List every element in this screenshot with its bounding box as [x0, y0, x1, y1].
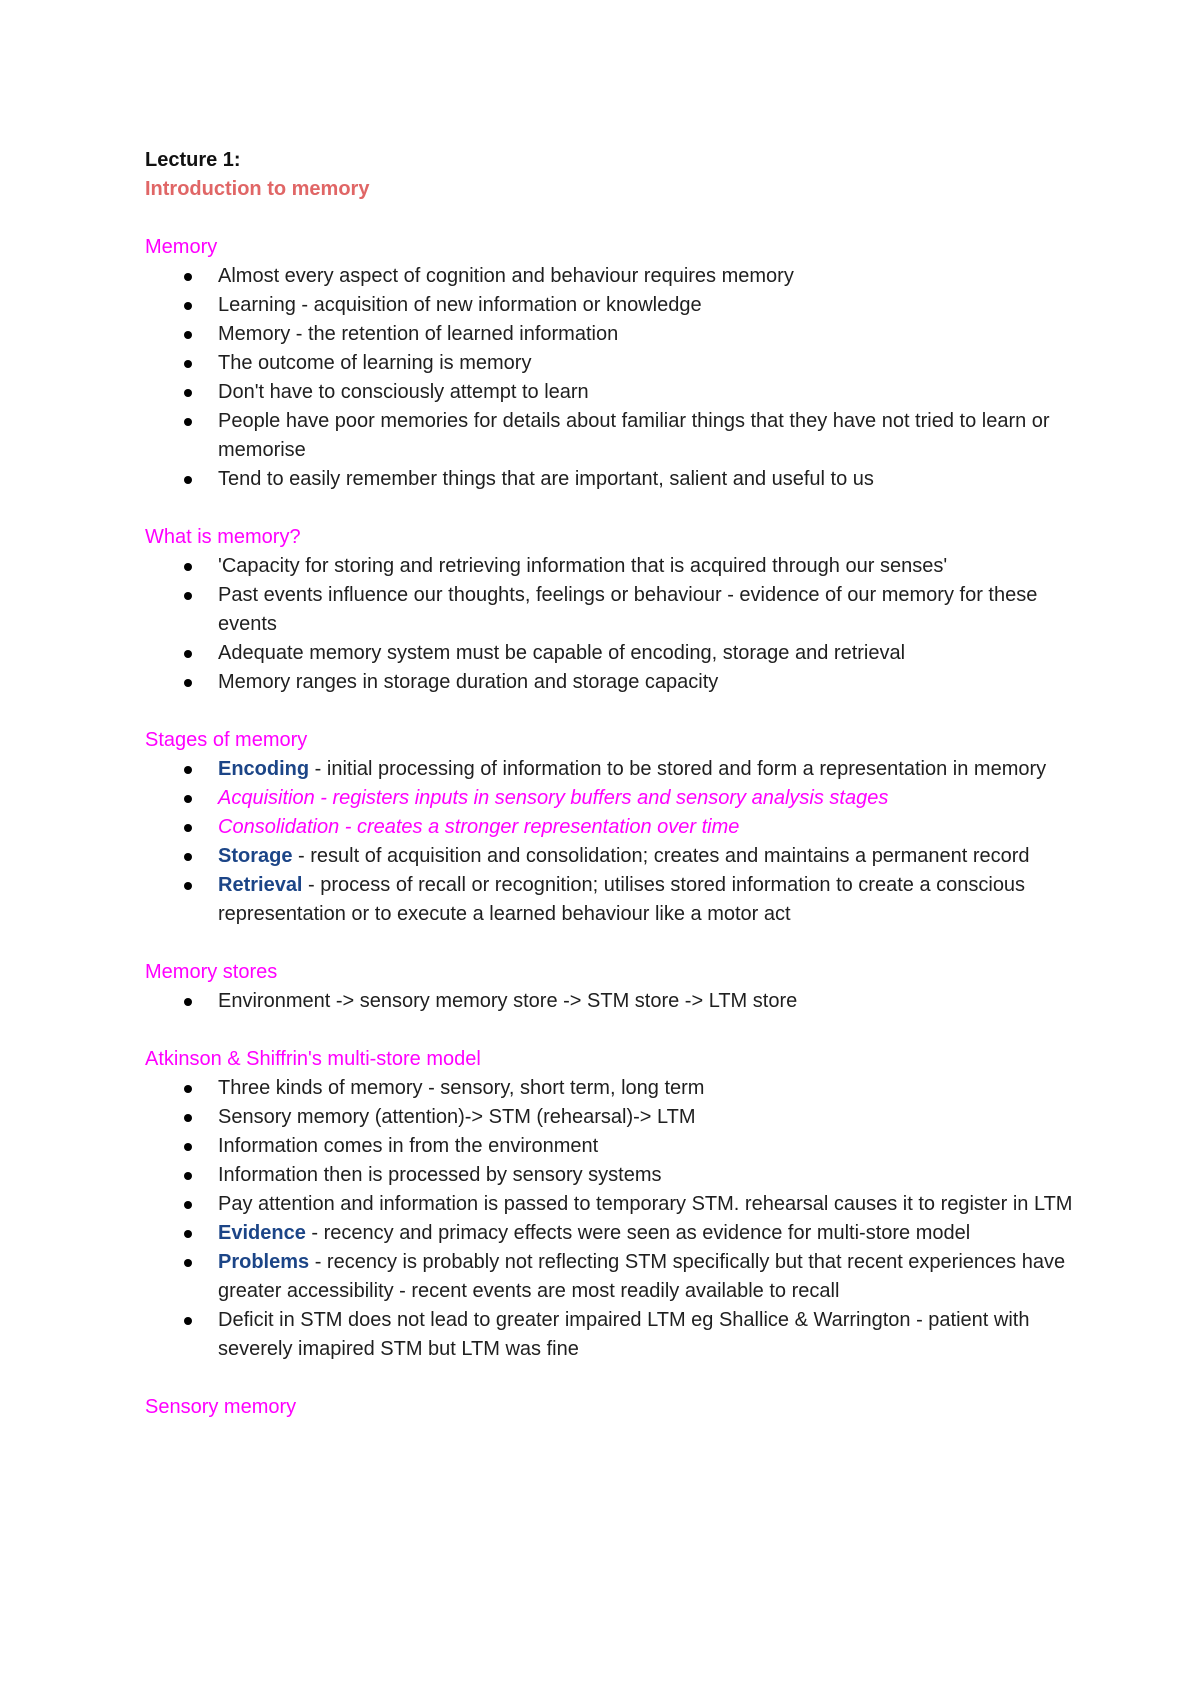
- list-item-text: Consolidation - creates a stronger representation over time: [218, 816, 740, 838]
- bullet-icon: [184, 360, 192, 368]
- list-item: [145, 581, 1088, 639]
- list-item-text: Information then is processed by sensory systems: [218, 1164, 662, 1186]
- bullet-icon: [184, 331, 192, 339]
- bullet-icon: [184, 1230, 192, 1238]
- section: [145, 1045, 1100, 1364]
- bullet-list: [145, 262, 1100, 494]
- list-item-text: The outcome of learning is memory: [218, 352, 532, 374]
- list-item-text: Deficit in STM does not lead to greater impaired LTM eg Shallice & Warrington - patient with severely imapired STM but LTM was fine: [218, 1309, 1030, 1360]
- list-item: [145, 987, 1088, 1016]
- list-item: [145, 320, 1088, 349]
- list-item: [145, 349, 1088, 378]
- bullet-icon: [184, 650, 192, 658]
- bullet-list: [145, 1074, 1100, 1364]
- section: [145, 726, 1100, 929]
- section: [145, 233, 1100, 494]
- list-item: [145, 755, 1088, 784]
- list-item: [145, 1103, 1088, 1132]
- bullet-list: [145, 987, 1100, 1016]
- bullet-icon: [184, 1143, 192, 1151]
- list-item: [145, 1074, 1088, 1103]
- list-item: [145, 1132, 1088, 1161]
- bullet-icon: [184, 1114, 192, 1122]
- list-item: [145, 813, 1088, 842]
- list-item-text: Sensory memory (attention)-> STM (rehearsal)-> LTM: [218, 1106, 696, 1128]
- list-item-text: Acquisition - registers inputs in sensory buffers and sensory analysis stages: [218, 787, 889, 809]
- list-item: [145, 1219, 1088, 1248]
- bullet-icon: [184, 1085, 192, 1093]
- bullet-icon: [184, 795, 192, 803]
- list-item: [145, 1306, 1088, 1364]
- list-item-text: Memory ranges in storage duration and storage capacity: [218, 671, 719, 693]
- list-item-text: - result of acquisition and consolidation; creates and maintains a permanent record: [292, 845, 1030, 867]
- term-label: Storage: [218, 845, 293, 867]
- list-item: [145, 871, 1088, 929]
- bullet-list: [145, 552, 1100, 697]
- list-item-text: Don't have to consciously attempt to learn: [218, 381, 589, 403]
- section: [145, 958, 1100, 1016]
- bullet-icon: [184, 302, 192, 310]
- list-item-text: - recency and primacy effects were seen as evidence for multi-store model: [305, 1222, 971, 1244]
- section-heading: Atkinson & Shiffrin's multi-store model: [145, 1048, 481, 1070]
- bullet-icon: [184, 1172, 192, 1180]
- section-heading: Memory stores: [145, 961, 278, 983]
- list-item: [145, 1161, 1088, 1190]
- list-item: [145, 668, 1088, 697]
- list-item: [145, 262, 1088, 291]
- section: [145, 523, 1100, 697]
- list-item: [145, 407, 1088, 465]
- term-label: Problems: [218, 1251, 310, 1273]
- section-heading: Stages of memory: [145, 729, 308, 751]
- bullet-icon: [184, 1259, 192, 1267]
- section-heading: Memory: [145, 236, 218, 258]
- bullet-icon: [184, 476, 192, 484]
- list-item-text: Past events influence our thoughts, feelings or behaviour - evidence of our memory for these events: [218, 584, 1038, 635]
- bullet-icon: [184, 563, 192, 571]
- list-item-text: Memory - the retention of learned information: [218, 323, 619, 345]
- list-item-text: Information comes in from the environment: [218, 1135, 599, 1157]
- bullet-icon: [184, 1201, 192, 1209]
- lecture-title: Lecture 1:: [145, 149, 241, 171]
- term-label: Encoding: [218, 758, 310, 780]
- list-item: [145, 842, 1088, 871]
- sections-container: [145, 233, 1100, 1422]
- list-item-text: Environment -> sensory memory store -> STM store -> LTM store: [218, 990, 798, 1012]
- bullet-icon: [184, 853, 192, 861]
- section-heading: What is memory?: [145, 526, 301, 548]
- bullet-icon: [184, 1317, 192, 1325]
- list-item-text: Learning - acquisition of new information or knowledge: [218, 294, 702, 316]
- section: [145, 1393, 1100, 1422]
- bullet-icon: [184, 273, 192, 281]
- term-label: Retrieval: [218, 874, 303, 896]
- list-item: [145, 552, 1088, 581]
- bullet-icon: [184, 592, 192, 600]
- term-label: Evidence: [218, 1222, 306, 1244]
- list-item-text: 'Capacity for storing and retrieving information that is acquired through our senses': [218, 555, 948, 577]
- list-item-text: Pay attention and information is passed to temporary STM. rehearsal causes it to register in LTM: [218, 1193, 1073, 1215]
- lecture-subtitle: Introduction to memory: [145, 178, 370, 200]
- list-item: [145, 1248, 1088, 1306]
- list-item-text: Almost every aspect of cognition and behaviour requires memory: [218, 265, 794, 287]
- list-item-text: - process of recall or recognition; utilises stored information to create a conscious representation or to execute a learned behaviour like a motor act: [218, 874, 1026, 925]
- list-item-text: Adequate memory system must be capable of encoding, storage and retrieval: [218, 642, 906, 664]
- list-item-text: People have poor memories for details about familiar things that they have not tried to learn or memorise: [218, 410, 1050, 461]
- bullet-icon: [184, 679, 192, 687]
- bullet-list: [145, 755, 1100, 929]
- bullet-icon: [184, 998, 192, 1006]
- section-heading: Sensory memory: [145, 1396, 297, 1418]
- bullet-icon: [184, 766, 192, 774]
- list-item: [145, 291, 1088, 320]
- list-item: [145, 639, 1088, 668]
- list-item-text: - initial processing of information to be stored and form a representation in memory: [309, 758, 1047, 780]
- list-item-text: Three kinds of memory - sensory, short term, long term: [218, 1077, 705, 1099]
- bullet-icon: [184, 882, 192, 890]
- bullet-icon: [184, 389, 192, 397]
- list-item-text: - recency is probably not reflecting STM specifically but that recent experiences have greater accessibility - recent events are most readily available to recall: [218, 1251, 1066, 1302]
- list-item: [145, 784, 1088, 813]
- list-item-text: Tend to easily remember things that are important, salient and useful to us: [218, 468, 874, 490]
- list-item: [145, 465, 1088, 494]
- bullet-icon: [184, 418, 192, 426]
- bullet-icon: [184, 824, 192, 832]
- list-item: [145, 378, 1088, 407]
- list-item: [145, 1190, 1088, 1219]
